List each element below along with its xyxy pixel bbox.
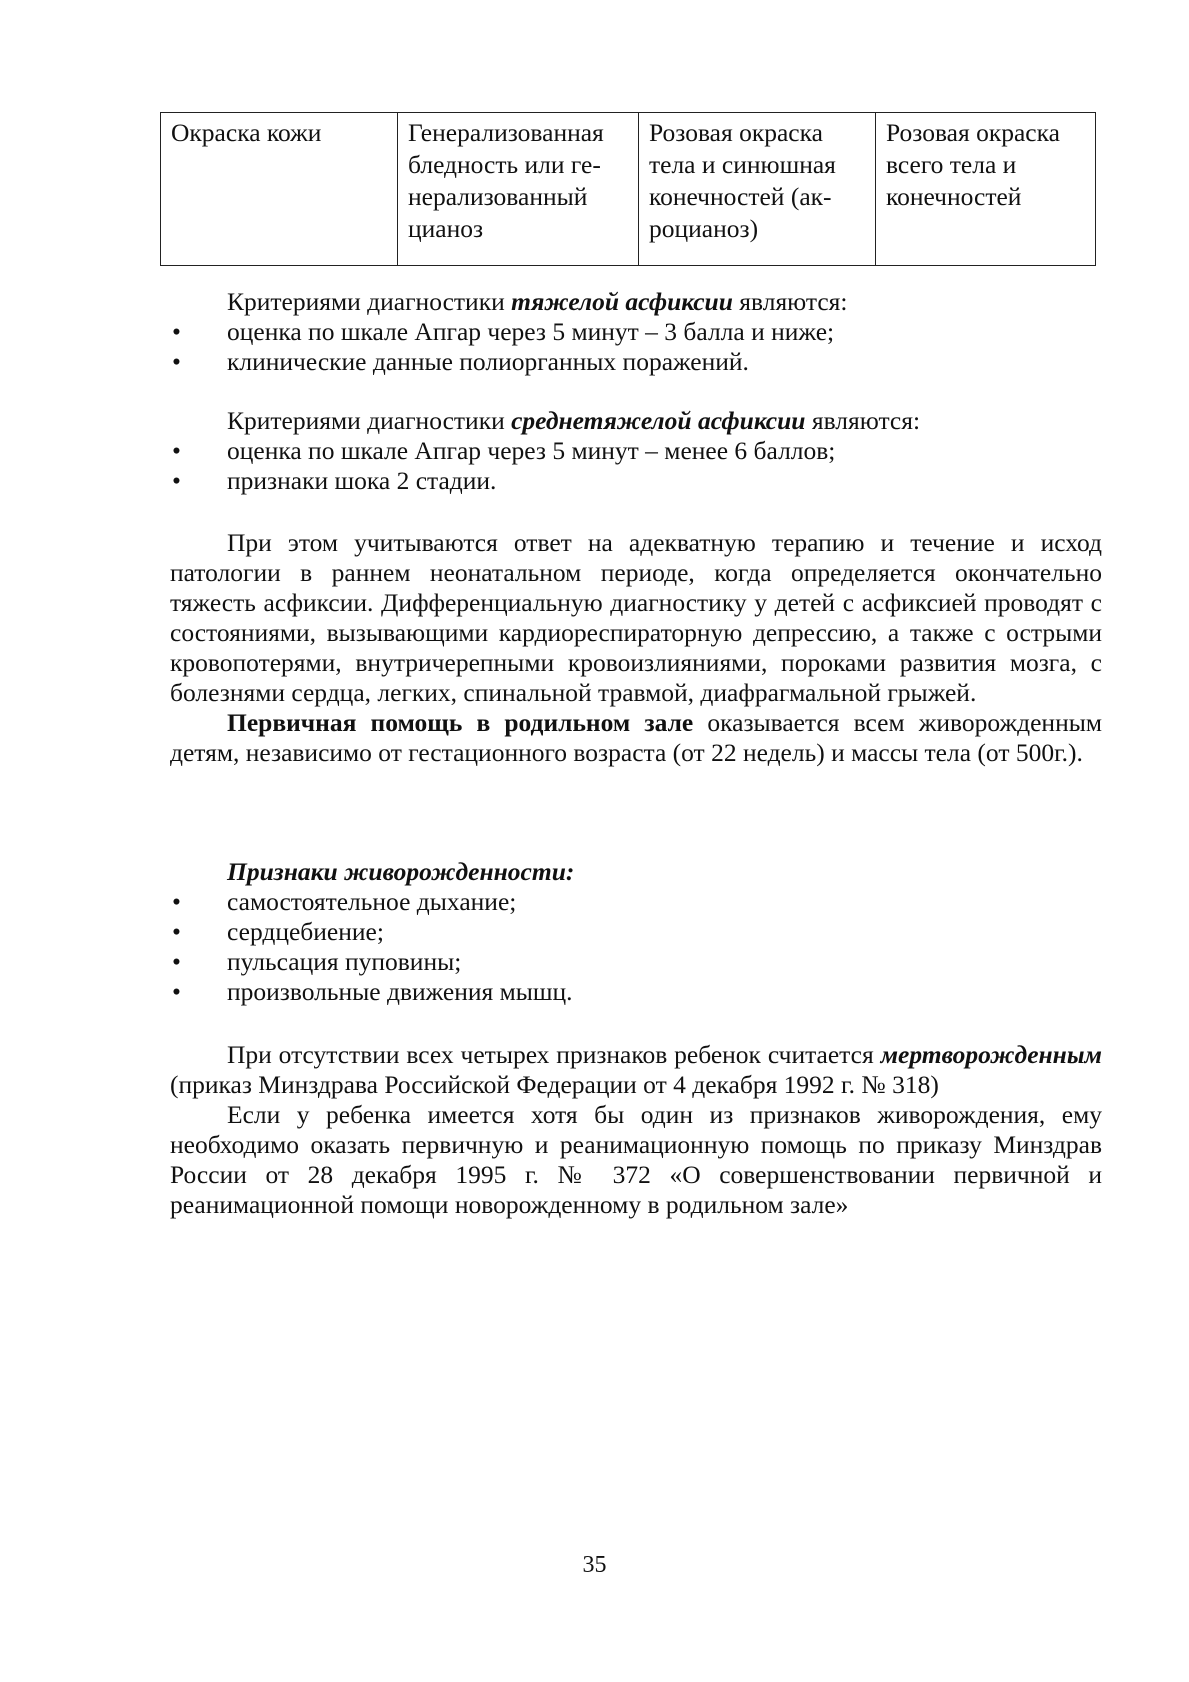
list-item: • сердцебиение; xyxy=(170,917,1102,947)
primary-care-paragraph xyxy=(170,708,1102,768)
liveborn-signs-section xyxy=(170,857,1102,1007)
apgar-table xyxy=(160,112,1096,266)
lead-text: Критериями диагностики xyxy=(227,287,512,316)
list-item: • произвольные движения мышц. xyxy=(170,977,1102,1007)
table-row xyxy=(161,113,1096,266)
stillborn-text: (приказ Минздрава Российской Федерации от 4 декабря 1992 г. № 318) xyxy=(170,1070,939,1099)
stillborn-text: При отсутствии всех четырех признаков ребенок считается xyxy=(227,1040,881,1069)
primary-care-term: Первичная помощь в родильном зале xyxy=(227,708,694,737)
signs-heading: Признаки живорожденности: xyxy=(227,857,575,886)
differential-section xyxy=(170,528,1102,768)
table-cell: Генерализованная бледность или ге-нерализованный цианоз xyxy=(398,113,639,266)
differential-paragraph: При этом учитываются ответ на адекватную терапию и течение и исход патологии в раннем неонатальном периоде, когда определяется окончательно тяжесть асфиксии. Дифференциальную диагностику у детей с асфиксией проводят с состояниями, вызывающими кардиореспираторную депрессию, а также с острыми кровопотерями, внутричерепными кровоизлияниями, пороками развития мозга, с болезнями сердца, легких, спинальной травмой, диафрагмальной грыжей. xyxy=(170,528,1102,707)
table-cell: Розовая окраска тела и синюшная конечностей (ак-роцианоз) xyxy=(639,113,876,266)
page-number: 35 xyxy=(582,1552,607,1578)
stillborn-section xyxy=(170,1040,1102,1220)
list-item: • пульсация пуповины; xyxy=(170,947,1102,977)
moderate-criteria-list xyxy=(170,436,1102,496)
stillborn-paragraph xyxy=(170,1040,1102,1100)
moderate-asphyxia-section xyxy=(170,406,1102,496)
signs-list xyxy=(170,887,1102,1007)
list-item: • самостоятельное дыхание; xyxy=(170,887,1102,917)
table-cell: Розовая окраска всего тела и конечностей xyxy=(876,113,1096,266)
list-item: • оценка по шкале Апгар через 5 минут – 3 балла и ниже; xyxy=(170,317,1102,347)
primary-care-text: оказывается всем живорожденным детям, независимо от гестационного возраста (от 22 недель) и массы тела (от 500г.). xyxy=(170,708,1102,767)
list-item: • признаки шока 2 стадии. xyxy=(170,466,1102,496)
severe-criteria-list xyxy=(170,317,1102,377)
severe-criteria-lead xyxy=(170,287,1102,317)
lead-text: Критериями диагностики xyxy=(227,406,512,435)
list-item: • клинические данные полиорганных поражений. xyxy=(170,347,1102,377)
moderate-criteria-lead xyxy=(170,406,1102,436)
care-paragraph: Если у ребенка имеется хотя бы один из признаков живорождения, ему необходимо оказать первичную и реанимационную помощь по приказу Минздрав России от 28 декабря 1995 г. № 372 «О совершенствовании первичной и реанимационной помощи новорожденному в родильном зале» xyxy=(170,1100,1102,1219)
severe-term: тяжелой асфиксии xyxy=(511,287,733,316)
stillborn-term: мертворожденным xyxy=(880,1040,1102,1069)
list-item: • оценка по шкале Апгар через 5 минут – менее 6 баллов; xyxy=(170,436,1102,466)
lead-text: являются: xyxy=(805,406,921,435)
moderate-term: среднетяжелой асфиксии xyxy=(511,406,806,435)
severe-asphyxia-section xyxy=(170,287,1102,377)
lead-text: являются: xyxy=(732,287,848,316)
table-cell: Окраска кожи xyxy=(161,113,398,266)
